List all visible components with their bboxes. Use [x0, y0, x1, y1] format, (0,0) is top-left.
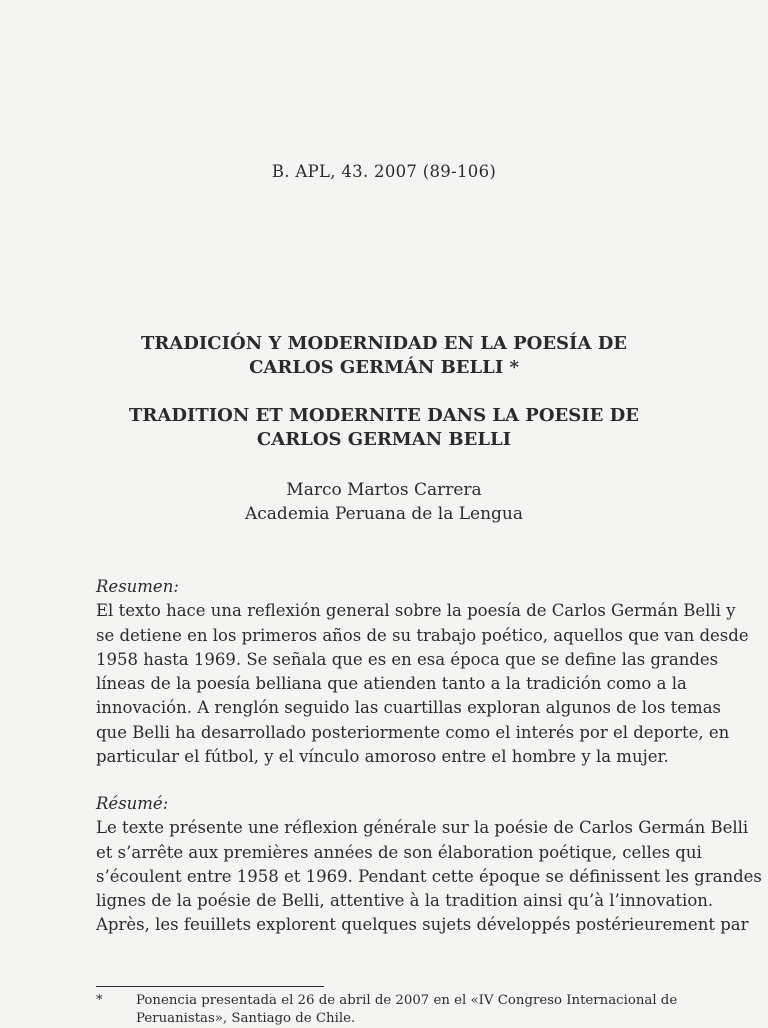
title-french-line-2: CARLOS GERMAN BELLI: [256, 429, 512, 450]
footnote-line-1: Ponencia presentada el 26 de abril de 2007 en el «IV Congreso Internacional de: [136, 993, 678, 1008]
title-spanish-line-2: CARLOS GERMÁN BELLI *: [249, 357, 519, 378]
abstract-french-heading: Résumé:: [96, 794, 169, 813]
abstract-spanish-line: innovación. A renglón seguido las cuartillas exploran algunos de los temas: [96, 698, 722, 718]
author-name: Marco Martos Carrera: [286, 480, 482, 500]
footnote-mark: *: [96, 993, 103, 1008]
abstract-spanish-line: 1958 hasta 1969. Se señala que es en esa época que se define las grandes: [96, 649, 719, 669]
abstract-french-line: Le texte présente une réflexion générale sur la poésie de Carlos Germán Belli: [96, 818, 749, 838]
abstract-french-line: et s’arrête aux premières années de son élaboration poétique, celles qui: [96, 842, 702, 862]
title-french: [0, 404, 768, 452]
abstract-french-line: s’écoulent entre 1958 et 1969. Pendant cette époque se définissent les grandes: [96, 866, 762, 886]
abstract-french-line: lignes de la poésie de Belli, attentive à la tradition ainsi qu’à l’innovation.: [96, 891, 714, 911]
author-affiliation: Academia Peruana de la Lengua: [245, 504, 523, 524]
title-french-line-1: TRADITION ET MODERNITE DANS LA POESIE DE: [129, 405, 639, 426]
footnote-text: [136, 992, 678, 1028]
abstract-french: [96, 792, 762, 938]
title-spanish: [0, 332, 768, 380]
journal-citation: B. APL, 43. 2007 (89-106): [271, 162, 497, 181]
abstract-spanish-line: líneas de la poesía belliana que atienden tanto a la tradición como a la: [96, 674, 687, 694]
author-block: [0, 478, 768, 526]
footnote-line-2: Peruanistas», Santiago de Chile.: [136, 1011, 356, 1026]
abstract-spanish-heading: Resumen:: [96, 577, 179, 596]
footnote-divider: [96, 986, 324, 987]
abstract-spanish-line: se detiene en los primeros años de su trabajo poético, aquellos que van desde: [96, 625, 749, 645]
title-spanish-line-1: TRADICIÓN Y MODERNIDAD EN LA POESÍA DE: [140, 333, 628, 354]
abstract-spanish-line: que Belli ha desarrollado posteriormente como el interés por el deporte, en: [96, 722, 730, 742]
abstract-french-line: Après, les feuillets explorent quelques sujets développés postérieurement par: [96, 915, 749, 935]
abstract-spanish: [96, 575, 749, 769]
abstract-spanish-line: El texto hace una reflexión general sobre la poesía de Carlos Germán Belli y: [96, 601, 736, 621]
abstract-spanish-line: particular el fútbol, y el vínculo amoroso entre el hombre y la mujer.: [96, 747, 669, 767]
footnote: [96, 992, 678, 1028]
